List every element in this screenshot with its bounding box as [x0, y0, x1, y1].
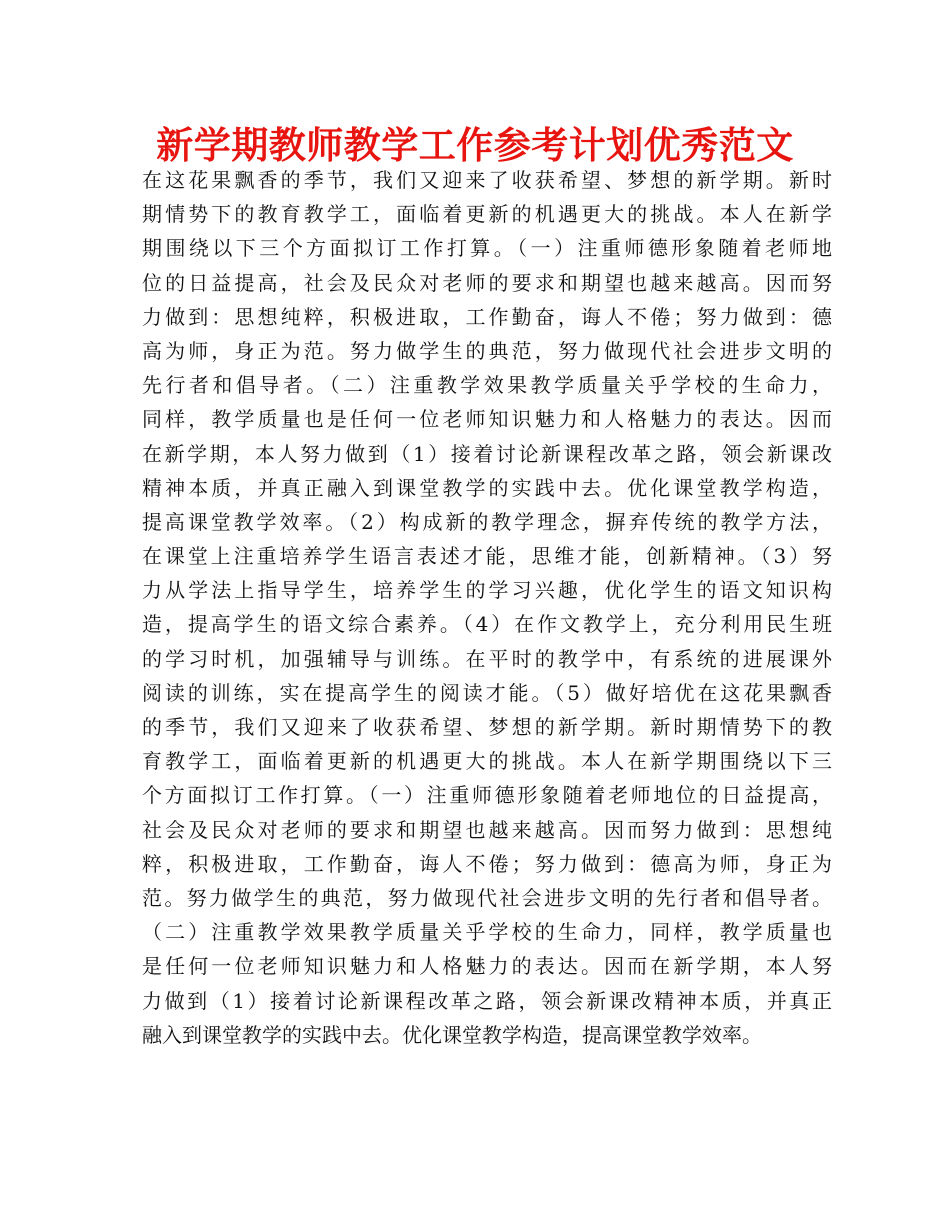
body-line: 的学习时机，加强辅导与训练。在平时的教学中，有系统的进展课外 [142, 646, 832, 671]
body-line: 同样，教学质量也是任何一位老师知识魅力和人格魅力的表达。因而 [142, 407, 832, 432]
body-line: 社会及民众对老师的要求和期望也越来越高。因而努力做到：思想纯 [142, 817, 832, 842]
body-line: 个方面拟订工作打算。（一）注重师德形象随着老师地位的日益提高， [142, 783, 832, 808]
body-line: 在课堂上注重培养学生语言表述才能，思维才能，创新精神。（3）努 [142, 544, 832, 569]
body-line: 范。努力做学生的典范，努力做现代社会进步文明的先行者和倡导者。 [142, 885, 832, 910]
body-line: 提高课堂教学效率。（2）构成新的教学理念，摒弃传统的教学方法， [142, 509, 832, 534]
body-line: 先行者和倡导者。（二）注重教学效果教学质量关乎学校的生命力， [142, 373, 832, 398]
body-line: 在这花果飘香的季节，我们又迎来了收获希望、梦想的新学期。新时 [142, 168, 832, 192]
body-line: 期围绕以下三个方面拟订工作打算。（一）注重师德形象随着老师地 [142, 236, 832, 261]
document-title: 新学期教师教学工作参考计划优秀范文 [156, 123, 794, 167]
body-line: 力做到：思想纯粹，积极进取，工作勤奋，诲人不倦；努力做到：德 [142, 304, 832, 329]
body-line: 的季节，我们又迎来了收获希望、梦想的新学期。新时期情势下的教 [142, 715, 832, 739]
body-line: 期情势下的教育教学工，面临着更新的机遇更大的挑战。本人在新学 [142, 202, 832, 227]
body-line: 是任何一位老师知识魅力和人格魅力的表达。因而在新学期，本人努 [142, 954, 832, 979]
body-line: 力从学法上指导学生，培养学生的学习兴趣，优化学生的语文知识构 [142, 578, 832, 603]
body-line: 阅读的训练，实在提高学生的阅读才能。（5）做好培优在这花果飘香 [142, 680, 832, 705]
body-line: 造，提高学生的语文综合素养。（4）在作文教学上，充分利用民生班 [142, 612, 832, 637]
body-line: 精神本质，并真正融入到课堂教学的实践中去。优化课堂教学构造， [142, 475, 832, 500]
body-line: 粹，积极进取，工作勤奋，诲人不倦；努力做到：德高为师，身正为 [142, 851, 832, 876]
body-line: （二）注重教学效果教学质量关乎学校的生命力，同样，教学质量也 [142, 920, 832, 945]
document-body [142, 163, 832, 1052]
body-line: 高为师，身正为范。努力做学生的典范，努力做现代社会进步文明的 [142, 338, 832, 363]
body-line: 位的日益提高，社会及民众对老师的要求和期望也越来越高。因而努 [142, 270, 832, 295]
body-line: 在新学期，本人努力做到（1）接着讨论新课程改革之路，领会新课改 [142, 441, 832, 466]
body-line: 融入到课堂教学的实践中去。优化课堂教学构造，提高课堂教学效率。 [142, 1022, 762, 1047]
body-line: 育教学工，面临着更新的机遇更大的挑战。本人在新学期围绕以下三 [142, 749, 832, 774]
body-line: 力做到（1）接着讨论新课程改革之路，领会新课改精神本质，并真正 [142, 988, 832, 1013]
